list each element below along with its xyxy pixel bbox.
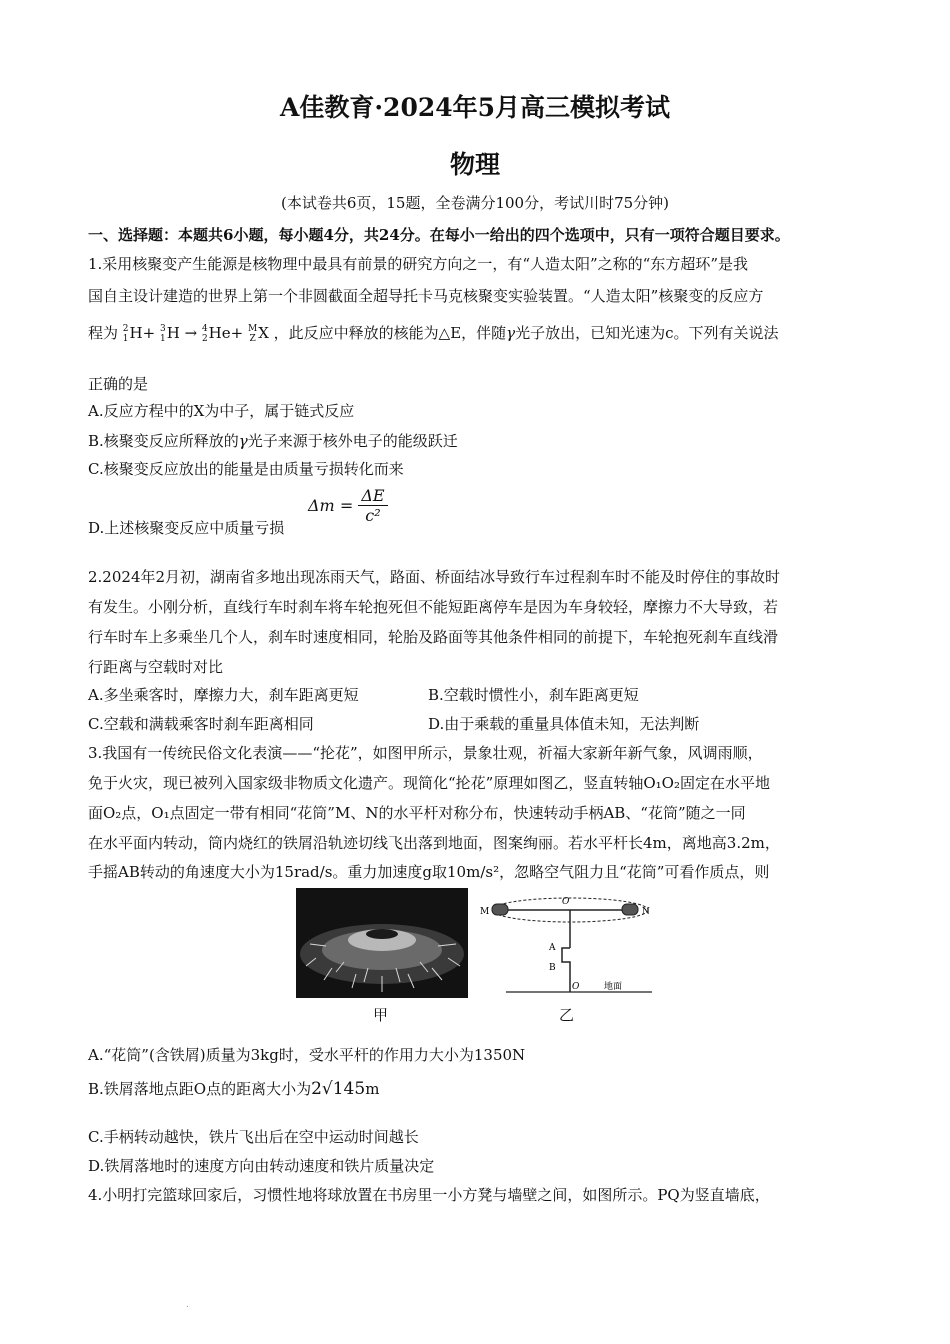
q3-option-d: D.铁屑落地时的速度方向由转动速度和铁片质量决定 xyxy=(88,1157,435,1175)
q1-option-b-suffix: 光子来源于核外电子的能级跃迁 xyxy=(247,432,458,450)
label-b: B xyxy=(549,963,556,973)
q1-line-1: 1.采用核聚变产生能源是核物理中最具有前景的研究方向之一，有“人造太阳”之称的“东方超环”是我 xyxy=(88,255,748,273)
fusion-equation: 2 1 H+ 3 1 H → 4 2 He+ M Z X xyxy=(122,324,269,344)
figure-caption-a: 甲 xyxy=(373,1006,389,1024)
label-a: A xyxy=(549,943,556,953)
exam-note: (本试卷共6页，15题，全卷满分100分，考试川时75分钟) xyxy=(280,194,670,212)
gamma-symbol: γ xyxy=(506,324,516,342)
gamma-symbol: γ xyxy=(238,432,248,450)
eq-arrow: → xyxy=(184,324,198,342)
mass-defect-formula xyxy=(308,486,388,525)
q2-line-3: 行车时车上多乘坐几个人，刹车时速度相同，轮胎及路面等其他条件相同的前提下，车轮抱死刹车直线滑 xyxy=(88,628,779,646)
q3-line-1: 3.我国有一传统民俗文化表演——“抡花”，如图甲所示，景象壮观，祈福大家新年新气象，风调雨顺， xyxy=(88,744,763,762)
q3-option-a: A.“花筒”(含铁屑)质量为3kg时，受水平杆的作用力大小为1350N xyxy=(88,1046,526,1064)
q2-line-1: 2.2024年2月初，湖南省多地出现冻雨天气，路面、桥面结冰导致行车过程刹车时不能及时停住的事故时 xyxy=(88,568,781,586)
rotation-diagram xyxy=(476,888,664,1004)
formula-numerator: ΔE xyxy=(358,486,387,506)
q1-line-3-tail: 光子放出，已知光速为c。下列有关说法 xyxy=(515,324,779,342)
page-mark: . xyxy=(186,1300,189,1310)
subject-title: 物理 xyxy=(449,150,500,179)
q2-option-c: C.空载和满载乘客时刹车距离相同 xyxy=(88,715,314,733)
figure-caption-b: 乙 xyxy=(559,1006,575,1024)
q3-line-2: 免于火灾，现已被列入国家级非物质文化遗产。现简化“抡花”原理如图乙，竖直转轴O₁O₂固定在水平地 xyxy=(88,774,770,792)
q2-line-4: 行距离与空载时对比 xyxy=(88,658,224,676)
exam-title: A佳教育·2024年5月高三模拟考试 xyxy=(279,93,671,122)
q3-line-4: 在水平面内转动，筒内烧红的铁屑沿轨迹切线飞出落到地面，图案绚丽。若水平杆长4m，离地高3.2m， xyxy=(88,834,780,852)
q3-option-b xyxy=(88,1078,379,1099)
label-o2: O xyxy=(572,982,580,992)
q2-option-a: A.多坐乘客时，摩擦力大，刹车距离更短 xyxy=(88,686,359,704)
formula-denominator: c² xyxy=(365,506,381,525)
fire-show-photo xyxy=(296,888,468,998)
label-ground: 地面 xyxy=(604,982,623,992)
label-o1: O xyxy=(562,897,570,907)
eq-charge-number: Z xyxy=(249,334,256,344)
crank-handle xyxy=(562,948,570,992)
sqrt-expression: 2√145 xyxy=(311,1079,366,1099)
q2-option-d: D.由于乘载的重量具体值未知，无法判断 xyxy=(428,715,700,733)
q3-line-3: 面O₂点，O₁点固定一带有相同“花筒”M、N的水平杆对称分布，快速转动手柄AB、“花筒”随之一同 xyxy=(88,804,746,822)
q1-line-3-prefix: 程为 xyxy=(88,324,119,342)
q1-option-c: C.核聚变反应放出的能量是由质量亏损转化而来 xyxy=(88,460,404,478)
eq-x: X xyxy=(258,324,269,342)
q1-line-3-suffix: ，此反应中释放的核能为△E，伴随 xyxy=(273,324,507,342)
q1-line-4: 正确的是 xyxy=(88,375,149,393)
label-m: M xyxy=(480,907,490,917)
flower-tube-n xyxy=(622,904,638,915)
eq-he: He+ xyxy=(208,324,244,342)
eq-mass-number: M xyxy=(247,324,258,334)
q1-option-d: D.上述核聚变反应中质量亏损 xyxy=(88,519,285,537)
q4-line-1: 4.小明打完篮球回家后，习惯性地将球放置在书房里一小方凳与墙壁之间，如图所示。PQ为竖直墙底， xyxy=(88,1186,770,1204)
q1-option-a: A.反应方程中的X为中子，属于链式反应 xyxy=(88,402,355,420)
eq-h2: H xyxy=(129,324,143,342)
unit-m: m xyxy=(365,1080,380,1098)
q1-option-b-prefix: B.核聚变反应所释放的 xyxy=(88,432,239,450)
q1-option-b xyxy=(88,430,458,451)
rotation-diagram-svg xyxy=(476,888,664,1004)
q1-line-3 xyxy=(88,322,779,344)
q3-line-5: 手摇AB转动的角速度大小为15rad/s。重力加速度g取10m/s²，忽略空气阻力且“花筒”可看作质点，则 xyxy=(88,863,770,881)
flower-tube-m xyxy=(492,904,508,915)
q2-line-2: 有发生。小刚分析，直线行车时刹车将车轮抱死但不能短距离停车是因为车身较轻，摩擦力不大导致，若 xyxy=(88,598,779,616)
q1-line-2: 国自主设计建造的世界上第一个非圆截面全超导托卡马克核聚变实验装置。“人造太阳”核聚变的反应方 xyxy=(88,287,764,305)
label-n: N xyxy=(642,907,650,917)
q3-option-c: C.手柄转动越快，铁片飞出后在空中运动时间越长 xyxy=(88,1128,419,1146)
q2-option-b: B.空载时惯性小，刹车距离更短 xyxy=(428,686,639,704)
section-heading: 一、选择题：本题共6小题，每小题4分，共24分。在每小一给出的四个选项中，只有一项符合题目要求。 xyxy=(88,226,790,244)
eq-h3: H xyxy=(166,324,180,342)
q3-option-b-prefix: B.铁屑落地点距O点的距离大小为 xyxy=(88,1080,312,1098)
formula-lhs: Δm = xyxy=(308,496,354,515)
fire-show-image xyxy=(296,888,468,998)
